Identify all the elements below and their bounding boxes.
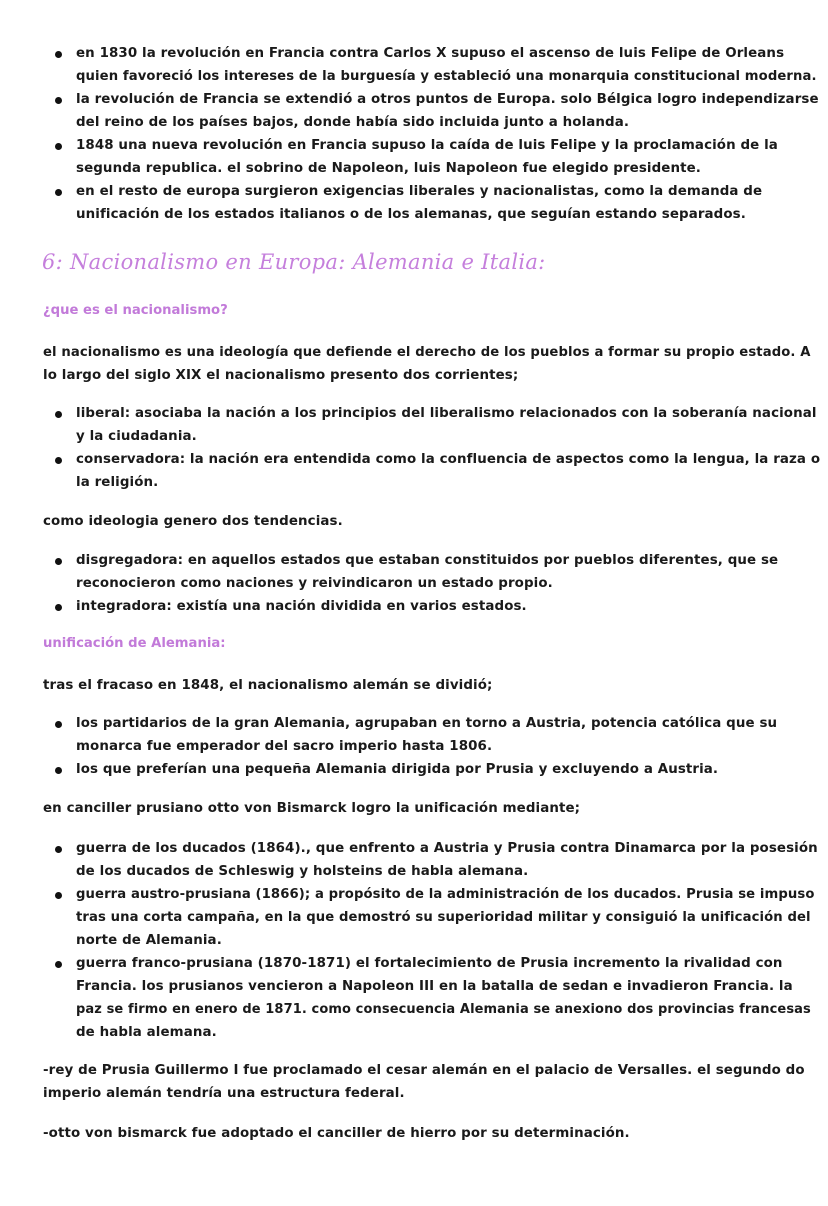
- bullet-line: quien favoreció los intereses de la burguesía y estableció una monarquia constitucional moderna.: [76, 69, 817, 84]
- bullet-dot: [55, 892, 62, 899]
- bullet-dot: [55, 143, 62, 150]
- bullet-line: paz se firmo en enero de 1871. como consecuencia Alemania se anexiono dos provincias francesas: [76, 1002, 811, 1017]
- bullet-line: 1848 una nueva revolución en Francia supuso la caída de luis Felipe y la proclamación de la: [76, 138, 778, 153]
- bismarck-paragraph: en canciller prusiano otto von Bismarck logro la unificación mediante;: [43, 801, 581, 816]
- unification-heading: unificación de Alemania:: [43, 636, 226, 651]
- bullet-line: liberal: asociaba la nación a los principios del liberalismo relacionados con la soberanía nacional: [76, 406, 817, 421]
- bullet-line: norte de Alemania.: [76, 933, 222, 948]
- paragraph-line: lo largo del siglo XIX el nacionalismo presento dos corrientes;: [43, 368, 519, 383]
- bullet-dot: [55, 97, 62, 104]
- bullet-line: disgregadora: en aquellos estados que estaban constituidos por pueblos diferentes, que se: [76, 553, 779, 568]
- bullet-line: en 1830 la revolución en Francia contra Carlos X supuso el ascenso de luis Felipe de Orleans: [76, 46, 785, 61]
- bullet-line: segunda republica. el sobrino de Napoleon, luis Napoleon fue elegido presidente.: [76, 161, 701, 176]
- ideology-paragraph: como ideologia genero dos tendencias.: [43, 514, 343, 529]
- bullet-line: guerra austro-prusiana (1866); a propósito de la administración de los ducados. Prusia se impuso: [76, 887, 815, 902]
- bullet-dot: [55, 411, 62, 418]
- bullet-line: los que preferían una pequeña Alemania dirigida por Prusia y excluyendo a Austria.: [76, 762, 719, 777]
- bullet-line: los partidarios de la gran Alemania, agrupaban en torno a Austria, potencia católica que su: [76, 716, 778, 731]
- bullet-dot: [55, 767, 62, 774]
- bullet-line: de los ducados de Schleswig y holsteins de habla alemana.: [76, 864, 529, 879]
- bullet-dot: [55, 961, 62, 968]
- paragraph-line: imperio alemán tendría una estructura federal.: [43, 1086, 405, 1101]
- bullet-line: y la ciudadania.: [76, 429, 197, 444]
- bullet-line: conservadora: la nación era entendida como la confluencia de aspectos como la lengua, la raza o: [76, 452, 821, 467]
- bullet-dot: [55, 457, 62, 464]
- bullet-dot: [55, 189, 62, 196]
- bullet-line: tras una corta campaña, en la que demostró su superioridad militar y consiguió la unificación del: [76, 910, 811, 925]
- closing-paragraph-bismarck: -otto von bismarck fue adoptado el canciller de hierro por su determinación.: [43, 1126, 630, 1141]
- paragraph-line: -rey de Prusia Guillermo I fue proclamado el cesar alemán en el palacio de Versalles. el segundo do: [43, 1063, 805, 1078]
- bullet-line: Francia. los prusianos vencieron a Napoleon III en la batalla de sedan e invadieron Francia. la: [76, 979, 793, 994]
- bullet-line: la religión.: [76, 475, 159, 490]
- bullet-line: la revolución de Francia se extendió a otros puntos de Europa. solo Bélgica logro independizarse: [76, 92, 819, 107]
- question-heading: ¿que es el nacionalismo?: [43, 303, 228, 318]
- bullet-line: unificación de los estados italianos o de los alemanas, que seguían estando separados.: [76, 207, 746, 222]
- bullet-line: del reino de los países bajos, donde había sido incluida junto a holanda.: [76, 115, 630, 130]
- bullet-line: en el resto de europa surgieron exigencias liberales y nacionalistas, como la demanda de: [76, 184, 763, 199]
- bullet-line: reconocieron como naciones y reivindicaron un estado propio.: [76, 576, 553, 591]
- bullet-line: de habla alemana.: [76, 1025, 217, 1040]
- bullet-line: monarca fue emperador del sacro imperio hasta 1806.: [76, 739, 493, 754]
- failure-paragraph: tras el fracaso en 1848, el nacionalismo alemán se dividió;: [43, 678, 493, 693]
- paragraph-line: el nacionalismo es una ideología que defiende el derecho de los pueblos a formar su propio estado. A: [43, 345, 811, 360]
- bullet-dot: [55, 846, 62, 853]
- bullet-line: integradora: existía una nación dividida en varios estados.: [76, 599, 527, 614]
- section-heading: 6: Nacionalismo en Europa: Alemania e Italia:: [42, 250, 546, 274]
- bullet-line: guerra de los ducados (1864)., que enfrento a Austria y Prusia contra Dinamarca por la posesión: [76, 841, 818, 856]
- bullet-dot: [55, 604, 62, 611]
- bullet-dot: [55, 721, 62, 728]
- bullet-dot: [55, 51, 62, 58]
- bullet-line: guerra franco-prusiana (1870-1871) el fortalecimiento de Prusia incremento la rivalidad con: [76, 956, 783, 971]
- bullet-dot: [55, 558, 62, 565]
